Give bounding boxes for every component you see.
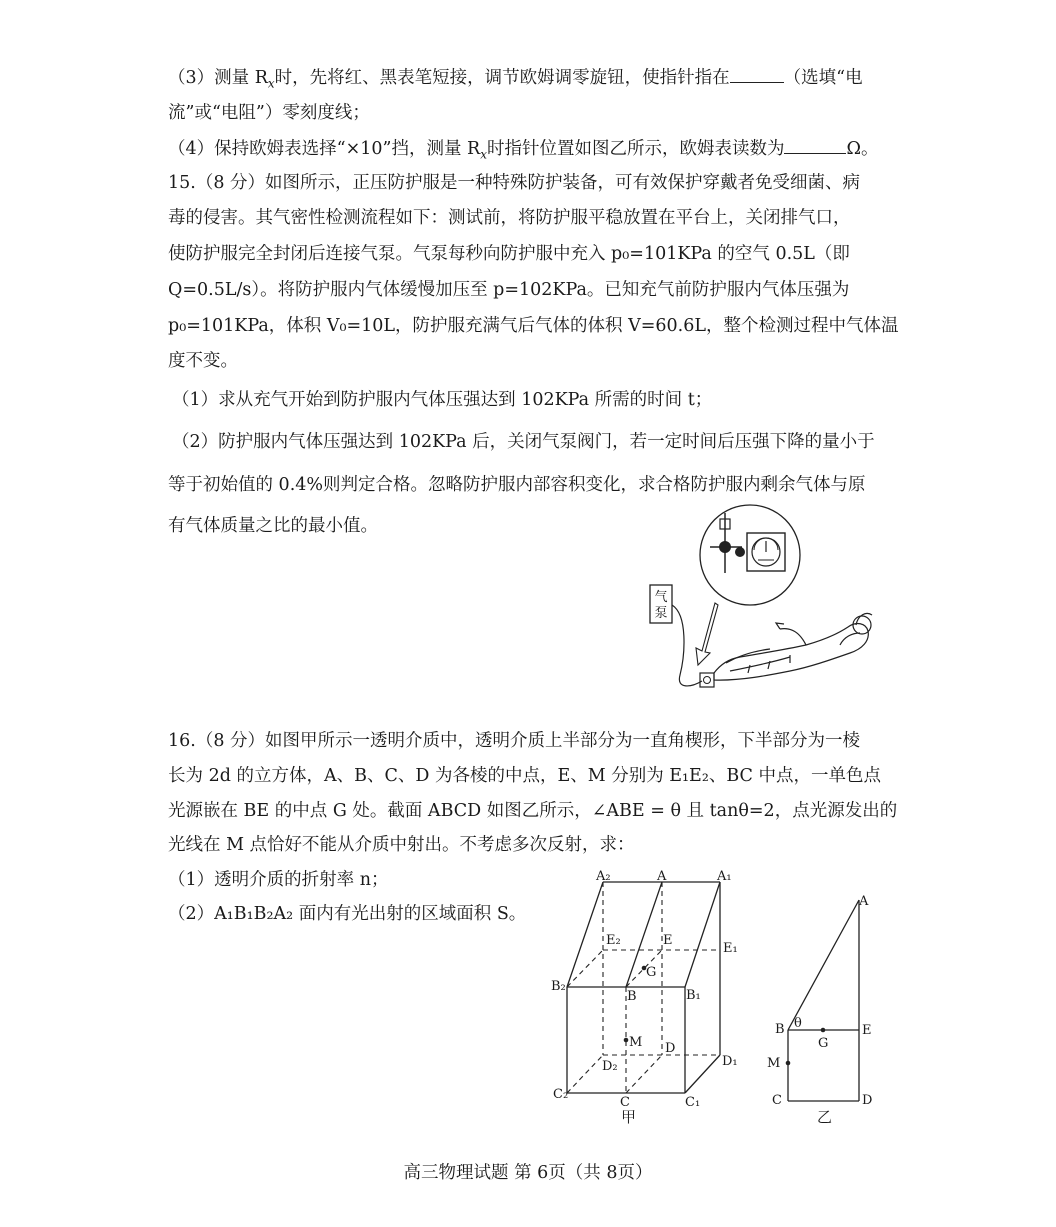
- point-label: B₁: [686, 988, 701, 1003]
- q16-line: 16.（8 分）如图甲所示一透明介质中，透明介质上半部分为一直角楔形，下半部分为一棱: [168, 731, 861, 751]
- point-label: D: [862, 1093, 873, 1108]
- q15-subquestion-2: 有气体质量之比的最小值。: [168, 516, 378, 536]
- page-footer: 高三物理试题 第 6页（共 8页）: [403, 1163, 653, 1183]
- q16-subquestion-2: （2）A₁B₁B₂A₂ 面内有光出射的区域面积 S。: [168, 904, 527, 924]
- point-label: B: [775, 1022, 785, 1037]
- point-label: M: [629, 1035, 643, 1050]
- point-label: D₂: [602, 1059, 618, 1074]
- q14-part4-text-b: 时指针位置如图乙所示，欧姆表读数为: [486, 139, 785, 159]
- q15-line: 度不变。: [168, 351, 238, 371]
- point-label: A₂: [596, 869, 611, 884]
- point-label: D₁: [722, 1054, 738, 1069]
- point-label: E: [663, 933, 673, 948]
- point-label: B₂: [551, 979, 566, 994]
- pump-label: 气: [654, 590, 668, 605]
- point-label: G: [646, 965, 657, 980]
- rx-subscript: x: [267, 76, 275, 91]
- q16-line: 光源嵌在 BE 的中点 G 处。截面 ABCD 如图乙所示，∠ABE = θ 且 tanθ=2，点光源发出的: [168, 801, 898, 821]
- figure-caption: 甲: [621, 1108, 637, 1126]
- q14-part3-text-b: 时，先将红、黑表笔短接，调节欧姆调零旋钮，使指针指在: [274, 68, 730, 88]
- angle-label: θ: [794, 1016, 802, 1031]
- point-label: C: [772, 1093, 782, 1108]
- q15-line: Q=0.5L/s）。将防护服内气体缓慢加压至 p=102KPa。已知充气前防护服内气体压强为: [168, 280, 850, 300]
- q15-subquestion-2: 等于初始值的 0.4%则判定合格。忽略防护服内部容积变化，求合格防护服内剩余气体与原: [168, 475, 866, 495]
- q15-subquestion-1: （1）求从充气开始到防护服内气体压强达到 102KPa 所需的时间 t；: [172, 390, 713, 410]
- point-label: E₂: [606, 933, 621, 948]
- point-label: C₁: [685, 1095, 701, 1110]
- q16-subquestion-1: （1）透明介质的折射率 n；: [168, 870, 389, 890]
- q14-part4-unit: Ω。: [846, 139, 879, 159]
- q16-line: 长为 2d 的立方体，A、B、C、D 为各棱的中点，E、M 分别为 E₁E₂、BC 中点，一单色点: [168, 766, 881, 786]
- point-label: D: [665, 1041, 676, 1056]
- q15-line: 毒的侵害。其气密性检测流程如下：测试前，将防护服平稳放置在平台上，关闭排气口，: [168, 208, 851, 228]
- point-label: A₁: [717, 869, 732, 884]
- figure-caption: 乙: [817, 1108, 833, 1126]
- point-label: A: [657, 869, 667, 884]
- q16-line: 光线在 M 点恰好不能从介质中射出。不考虑多次反射，求：: [168, 835, 635, 855]
- q15-subquestion-2: （2）防护服内气体压强达到 102KPa 后，关闭气泵阀门，若一定时间后压强下降的量小于: [172, 432, 875, 452]
- point-label: C: [620, 1095, 630, 1110]
- point-label: E: [862, 1023, 872, 1038]
- point-label: M: [767, 1056, 781, 1071]
- rx-subscript: x: [480, 147, 487, 162]
- point-label: G: [818, 1036, 829, 1051]
- q14-part3-text-a: （3）测量 R: [168, 68, 268, 88]
- q15-line: 使防护服完全封闭后连接气泵。气泵每秒向防护服中充入 p₀=101KPa 的空气 0.5L（即: [168, 244, 850, 264]
- q14-part4-text-a: （4）保持欧姆表选择“×10”挡，测量 R: [168, 139, 481, 159]
- point-label: B: [627, 989, 637, 1004]
- point-label: E₁: [723, 941, 738, 956]
- q15-line: p₀=101KPa，体积 V₀=10L，防护服充满气后气体的体积 V=60.6L，整个检测过程中气体温: [168, 316, 899, 336]
- point-label: C₂: [553, 1087, 569, 1102]
- q14-part3-line2: 流”或“电阻”）零刻度线；: [168, 103, 370, 123]
- q14-part3-text-c: （选填“电: [783, 68, 863, 88]
- q15-line: 15.（8 分）如图所示，正压防护服是一种特殊防护装备，可有效保护穿戴者免受细菌、病: [168, 173, 861, 193]
- point-label: A: [859, 894, 869, 909]
- pump-label: 泵: [654, 606, 668, 621]
